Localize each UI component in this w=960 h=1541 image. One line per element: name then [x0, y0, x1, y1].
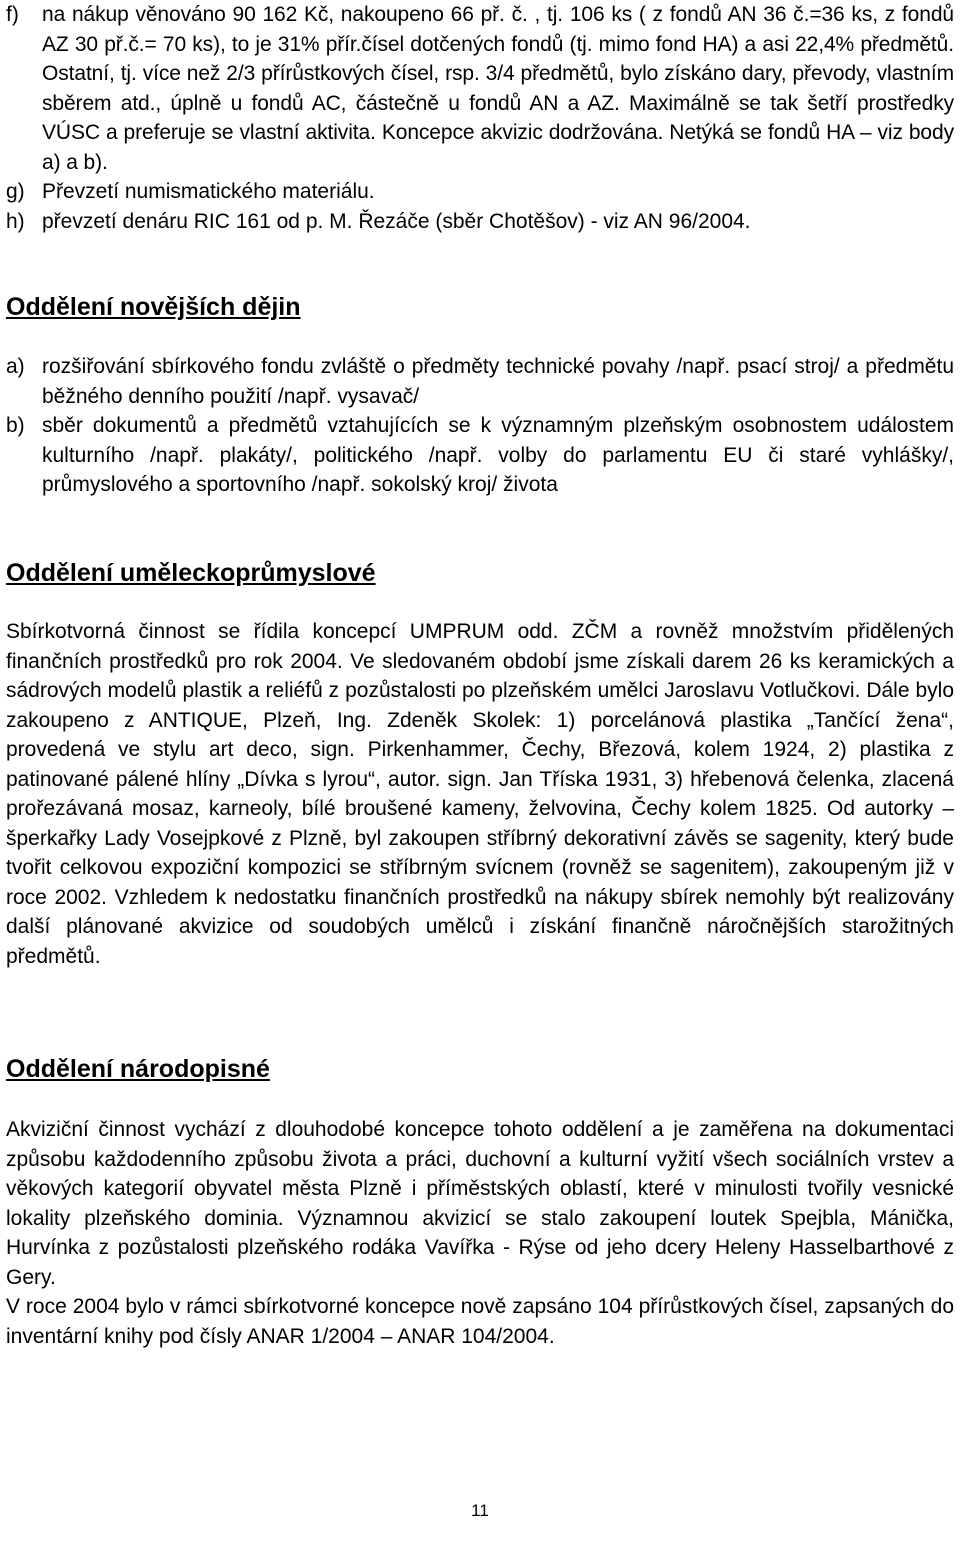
list-marker: b)	[6, 414, 25, 437]
list-item-text: rozšiřování sbírkového fondu zvláště o předměty technické povahy /např. psací stroj/ a předmětu běžného denního použití /např. vysavač/	[42, 355, 954, 408]
list-item-text: sběr dokumentů a předmětů vztahujících se k významným plzeňským osobnostem událostem kulturního /např. plakáty/, politického /např. volby do parlamentu EU či staré vyhlášky/, průmyslového a sportovního /např. sokolský kroj/ života	[42, 414, 954, 496]
narodopisne-paragraph-1: Akviziční činnost vychází z dlouhodobé koncepce tohoto oddělení a je zaměřena na dokumentaci způsobu každodenního způsobu života a práci, duchovní a kulturní vyžití všech sociálních vrstev a věkových kategorií obyvatel města Plzně i příměstských oblastí, které v minulosti tvořily vesnické lokality plzeňského dominia. Významnou akvizicí se stalo zakoupení loutek Spejbla, Mánička, Hurvínka z pozůstalosti plzeňského rodáka Vavířka - Rýse od jeho dcery Heleny Hasselbarthové z Gery.	[6, 1118, 954, 1289]
novejsi-list	[6, 352, 954, 500]
list-item-f	[6, 0, 954, 177]
list-item-text: Převzetí numismatického materiálu.	[42, 180, 375, 203]
acquisition-list-continued	[6, 0, 954, 236]
list-marker: a)	[6, 355, 25, 378]
list-marker: f)	[6, 3, 19, 26]
page-number: 11	[471, 1501, 489, 1520]
list-item-h	[6, 207, 954, 237]
section-heading-narodopisne: Oddělení národopisné	[6, 1055, 270, 1083]
list-item-text: převzetí denáru RIC 161 od p. M. Řezáče (sběr Chotěšov) - viz AN 96/2004.	[42, 209, 751, 233]
list-item-b	[6, 411, 954, 500]
umelecko-paragraph: Sbírkotvorná činnost se řídila koncepcí UMPRUM odd. ZČM a rovněž množstvím přidělených finančních prostředků pro rok 2004. Ve sledovaném období jsme získali darem 26 ks keramických a sádrových modelů plastik a reliéfů z pozůstalosti po plzeňském umělci Jaroslavu Votlučkovi. Dále bylo zakoupeno z ANTIQUE, Plzeň, Ing. Zdeněk Skolek: 1) porcelánová plastika „Tančící žena“, provedená ve stylu art deco, sign. Pirkenhammer, Čechy, Březová, kolem 1924, 2) plastika z patinované pálené hlíny „Dívka s lyrou“, autor. sign. Jan Tříska 1931, 3) hřebenová čelenka, zlacená prořezávaná mosaz, karneoly, bílé broušené kameny, želvovina, Čechy kolem 1825. Od autorky – šperkařky Lady Vosejpkové z Plzně, byl zakoupen stříbrný dekorativní závěs se sagenity, který bude tvořit celkovou expoziční kompozici se stříbrným svícnem (rovněž se sagenitem), zakoupeným již v roce 2002. Vzhledem k nedostatku finančních prostředků na nákupy sbírek nemohly být realizovány další plánované akvizice od soudobých umělců i získání finančně náročnějších starožitných předmětů.	[6, 620, 954, 968]
list-marker: g)	[6, 180, 25, 203]
section-heading-umelecko: Oddělení uměleckoprůmyslové	[6, 559, 376, 587]
list-item-text: na nákup věnováno 90 162 Kč, nakoupeno 66 př. č. , tj. 106 ks ( z fondů AN 36 č.=36 ks, z fondů AZ 30 př.č.= 70 ks), to je 31% přír.čísel dotčených fondů (tj. mimo fond HA) a asi 22,4% předmětů. Ostatní, tj. více než 2/3 přírůstkových čísel, rsp. 3/4 předmětů, bylo získáno dary, převody, vlastním sběrem atd., úplně u fondů AC, částečně u fondů AN a AZ. Maximálně se tak šetří prostředky VÚSC a preferuje se vlastní aktivita. Koncepce akvizic dodržována. Netýká se fondů HA – viz body a) a b).	[42, 3, 954, 174]
list-marker: h)	[6, 209, 25, 233]
list-item-a	[6, 352, 954, 411]
narodopisne-paragraphs	[6, 1115, 954, 1351]
section-heading-novejsi: Oddělení novějších dějin	[6, 293, 301, 321]
list-item-g	[6, 177, 954, 207]
narodopisne-paragraph-2: V roce 2004 bylo v rámci sbírkotvorné koncepce nově zapsáno 104 přírůstkových čísel, zapsaných do inventární knihy pod čísly ANAR 1/2004 – ANAR 104/2004.	[6, 1295, 954, 1348]
